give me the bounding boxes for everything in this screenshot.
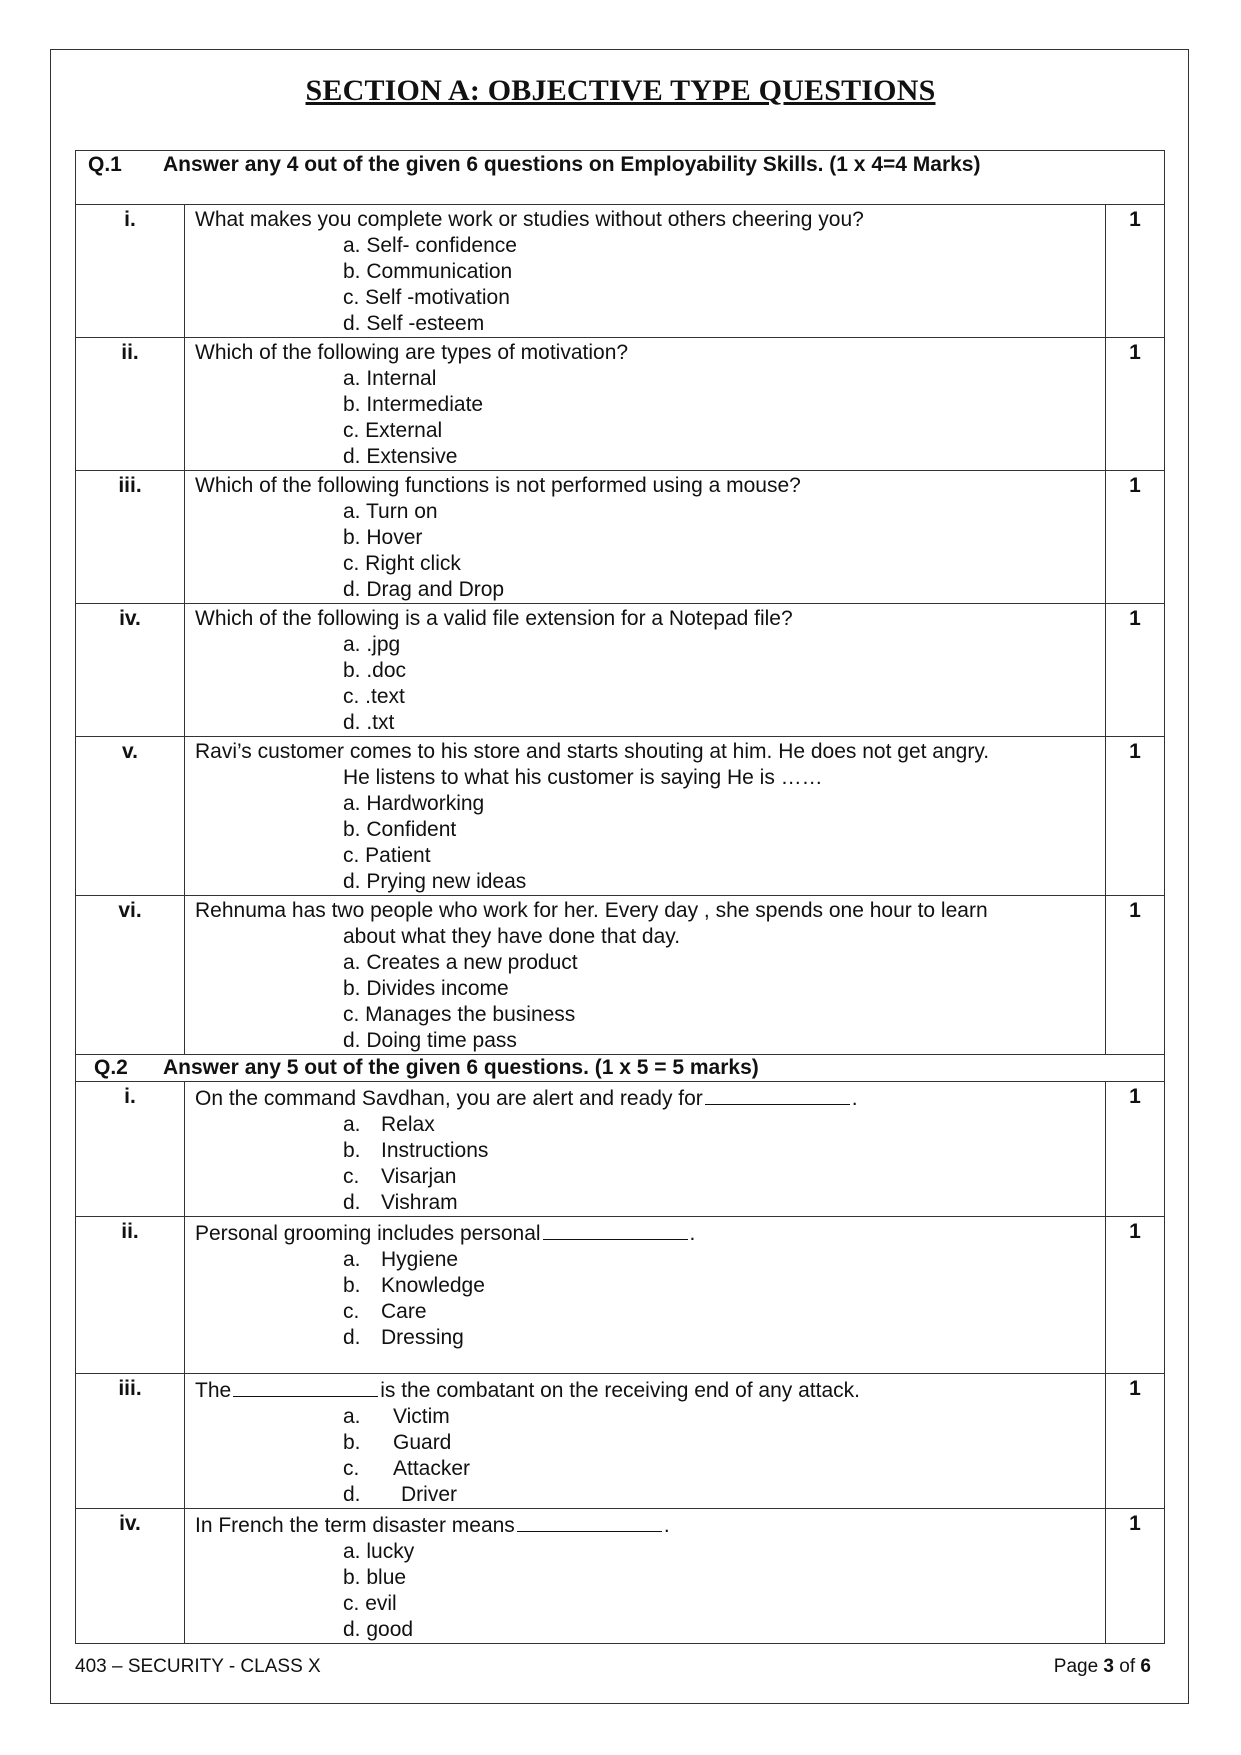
q1-header-row — [76, 151, 1165, 205]
question-text: What makes you complete work or studies without others cheering you? — [195, 208, 864, 231]
marks: 1 — [1106, 1374, 1165, 1509]
option-text: blue — [366, 1566, 407, 1589]
question-body — [185, 338, 1106, 471]
marks: 1 — [1106, 205, 1165, 338]
question-text: In French the term disaster means — [195, 1514, 515, 1537]
option-text: evil — [365, 1592, 397, 1615]
question-body — [185, 1374, 1106, 1509]
marks: 1 — [1106, 737, 1165, 896]
option: a. Creates a new product — [343, 951, 578, 974]
option: a. .jpg — [343, 633, 401, 656]
option: c. Right click — [343, 552, 461, 575]
question-text: Which of the following are types of motivation? — [195, 341, 629, 364]
question-number: iii. — [76, 471, 185, 604]
option-text: Driver — [401, 1483, 457, 1506]
marks: 1 — [1106, 604, 1165, 737]
answer-blank — [705, 1084, 850, 1105]
option-letter: b. — [343, 1274, 361, 1297]
table-row — [76, 338, 1165, 471]
option — [343, 1430, 1105, 1456]
question-text-end: . — [851, 1087, 858, 1110]
option — [343, 1164, 1105, 1190]
option — [343, 1456, 1105, 1482]
question-number: iv. — [76, 604, 185, 737]
question-number: iv. — [76, 1509, 185, 1644]
table-row — [76, 737, 1165, 896]
question-text-continued: He listens to what his customer is saying He is …… — [343, 766, 823, 789]
question-body — [185, 1217, 1106, 1374]
marks: 1 — [1106, 1082, 1165, 1217]
question-number: ii. — [76, 338, 185, 471]
q1-instruction: Answer any 4 out of the given 6 questions on Employability Skills. (1 x 4=4 Marks) — [163, 153, 981, 176]
option-letter: d. — [343, 1326, 361, 1349]
page-prefix: Page — [1053, 1656, 1099, 1677]
option — [343, 1325, 1105, 1351]
question-body — [185, 604, 1106, 737]
table-row — [76, 604, 1165, 737]
page-current: 3 — [1103, 1656, 1114, 1677]
answer-blank — [543, 1219, 688, 1240]
option-text: Knowledge — [381, 1274, 485, 1297]
page-number — [1054, 1656, 1151, 1678]
option — [343, 1482, 1105, 1508]
page-total: 6 — [1140, 1656, 1151, 1677]
option: b. Communication — [343, 260, 513, 283]
marks: 1 — [1106, 1217, 1165, 1374]
section-title: SECTION A: OBJECTIVE TYPE QUESTIONS — [305, 74, 936, 107]
question-number: i. — [76, 205, 185, 338]
option: b. Intermediate — [343, 393, 484, 416]
option-letter: a. — [343, 1405, 361, 1428]
option-text: Relax — [381, 1113, 435, 1136]
question-body — [185, 1082, 1106, 1217]
option-text: Visarjan — [381, 1165, 457, 1188]
option — [343, 1404, 1105, 1430]
option-text: d. — [343, 1618, 361, 1641]
marks: 1 — [1106, 338, 1165, 471]
option-letter: d. — [343, 1483, 361, 1506]
table-row — [76, 896, 1165, 1055]
marks: 1 — [1106, 896, 1165, 1055]
option-text: Guard — [393, 1431, 452, 1454]
option: b. Divides income — [343, 977, 509, 1000]
option-text: c. — [343, 1592, 360, 1615]
option-text: good — [366, 1618, 414, 1641]
option-letter: b. — [343, 1431, 361, 1454]
answer-blank — [517, 1511, 662, 1532]
option — [343, 1299, 1105, 1325]
q2-number: Q.2 — [94, 1056, 128, 1079]
question-text-end: . — [663, 1514, 670, 1537]
option-letter: b. — [343, 1139, 361, 1162]
q2-instruction: Answer any 5 out of the given 6 questions. (1 x 5 = 5 marks) — [163, 1056, 759, 1079]
option: c. External — [343, 419, 443, 442]
option: b. Confident — [343, 818, 457, 841]
question-number: iii. — [76, 1374, 185, 1509]
table-row — [76, 205, 1165, 338]
question-text: Rehnuma has two people who work for her. Every day , she spends one hour to learn — [195, 899, 988, 922]
option: c. Self -motivation — [343, 286, 510, 309]
option-text: lucky — [366, 1540, 415, 1563]
option — [343, 1190, 1105, 1216]
table-row — [76, 1374, 1165, 1509]
question-number: v. — [76, 737, 185, 896]
option — [343, 1138, 1105, 1164]
option — [343, 1565, 1105, 1591]
option: d. Drag and Drop — [343, 578, 505, 601]
question-body — [185, 1509, 1106, 1644]
option: d. Prying new ideas — [343, 870, 527, 893]
option: b. .doc — [343, 659, 407, 682]
marks: 1 — [1106, 1509, 1165, 1644]
option-text: Hygiene — [381, 1248, 459, 1271]
option-text: Dressing — [381, 1326, 464, 1349]
question-body — [185, 471, 1106, 604]
table-row — [76, 1217, 1165, 1374]
option: c. .text — [343, 685, 405, 708]
option: d. Self -esteem — [343, 312, 485, 335]
option-letter: a. — [343, 1113, 361, 1136]
question-text: Which of the following functions is not performed using a mouse? — [195, 474, 801, 497]
option-text: b. — [343, 1566, 361, 1589]
question-text: Personal grooming includes personal — [195, 1222, 541, 1245]
option: d. Extensive — [343, 445, 458, 468]
option: a. Self- confidence — [343, 234, 517, 257]
page-of: of — [1119, 1656, 1136, 1677]
option: c. Patient — [343, 844, 431, 867]
option-letter: c. — [343, 1165, 360, 1188]
footer-course-label: 403 – SECURITY - CLASS X — [75, 1656, 321, 1677]
option — [343, 1591, 1105, 1617]
option: c. Manages the business — [343, 1003, 576, 1026]
question-table — [75, 150, 1165, 1644]
option: d. .txt — [343, 711, 395, 734]
question-text-end: . — [689, 1222, 696, 1245]
option-text: Instructions — [381, 1139, 489, 1162]
question-body — [185, 737, 1106, 896]
option-letter: d. — [343, 1191, 361, 1214]
table-row — [76, 471, 1165, 604]
question-text: The — [195, 1379, 232, 1402]
option-text: Vishram — [381, 1191, 458, 1214]
question-text: Ravi’s customer comes to his store and starts shouting at him. He does not get angry. — [195, 740, 990, 763]
marks: 1 — [1106, 471, 1165, 604]
question-text: Which of the following is a valid file extension for a Notepad file? — [195, 607, 793, 630]
question-number: i. — [76, 1082, 185, 1217]
question-text-continued: about what they have done that day. — [343, 925, 681, 948]
option — [343, 1539, 1105, 1565]
question-body — [185, 896, 1106, 1055]
option-text: Victim — [393, 1405, 450, 1428]
option: a. Turn on — [343, 500, 438, 523]
q1-number: Q.1 — [88, 153, 122, 176]
option — [343, 1112, 1105, 1138]
option-text: Attacker — [393, 1457, 471, 1480]
question-text: On the command Savdhan, you are alert and ready for — [195, 1087, 703, 1110]
question-body — [185, 205, 1106, 338]
option — [343, 1247, 1105, 1273]
option-text: Care — [381, 1300, 427, 1323]
answer-blank — [233, 1376, 378, 1397]
option: a. Internal — [343, 367, 437, 390]
option: d. Doing time pass — [343, 1029, 517, 1052]
question-number: ii. — [76, 1217, 185, 1374]
option: a. Hardworking — [343, 792, 485, 815]
option — [343, 1617, 1105, 1643]
option-letter: a. — [343, 1248, 361, 1271]
question-number: vi. — [76, 896, 185, 1055]
option: b. Hover — [343, 526, 423, 549]
option-letter: c. — [343, 1300, 360, 1323]
table-row — [76, 1509, 1165, 1644]
option-text: a. — [343, 1540, 361, 1563]
option-letter: c. — [343, 1457, 360, 1480]
option — [343, 1273, 1105, 1299]
q2-header-row — [76, 1055, 1165, 1082]
table-row — [76, 1082, 1165, 1217]
question-text-end: is the combatant on the receiving end of any attack. — [380, 1379, 860, 1402]
